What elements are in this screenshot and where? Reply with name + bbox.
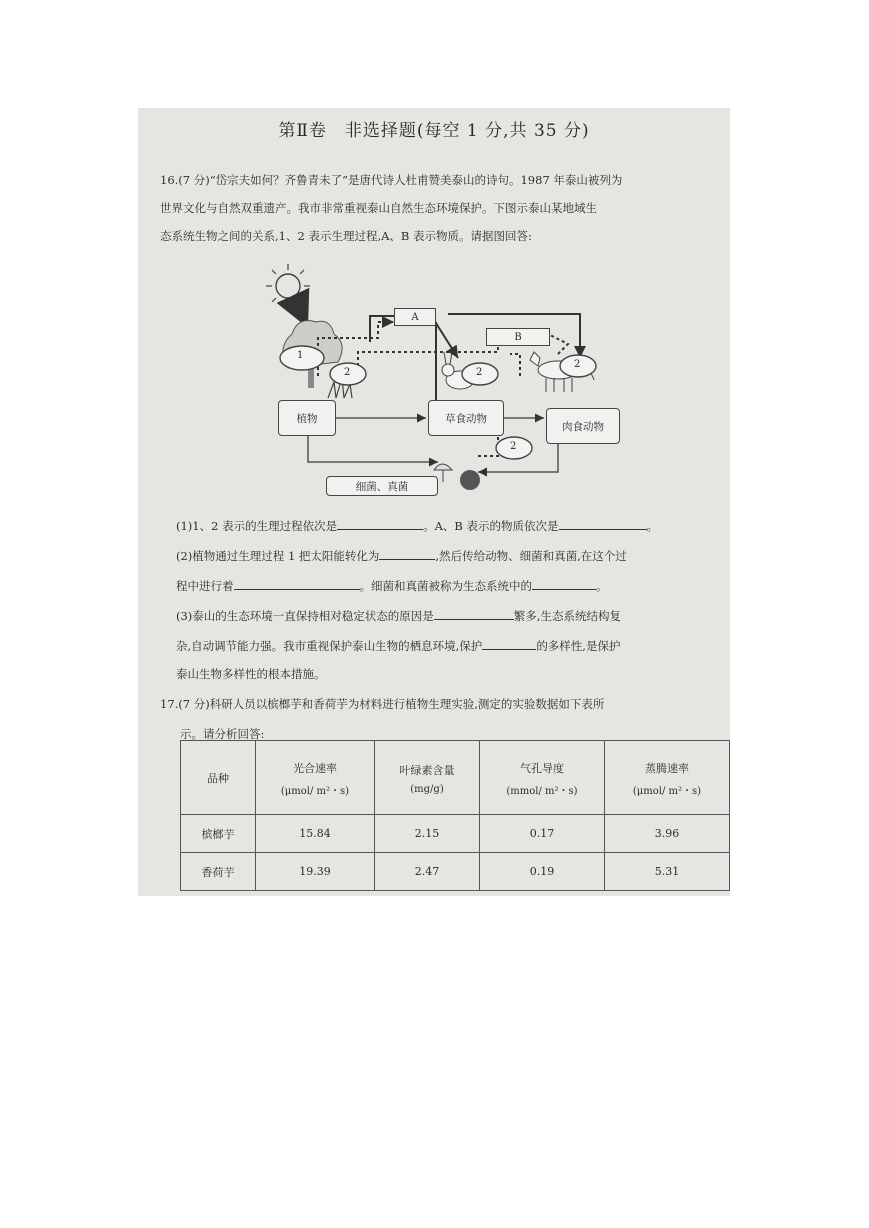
process-2-label-carnivore: 2 (574, 359, 581, 370)
ecosystem-diagram (258, 258, 618, 498)
substance-a-label: A (411, 311, 419, 323)
row-variety: 香荷芋 (181, 853, 256, 891)
q16-sub2-text-e: 。 (596, 579, 608, 593)
answer-blank-4[interactable] (234, 578, 360, 590)
q16-sub1-text-a: (1)1、2 表示的生理过程依次是 (176, 519, 338, 533)
q16-line-1: 16.(7 分)“岱宗夫如何？齐鲁青未了”是唐代诗人杜甫赞美泰山的诗句。1987 年泰山被列为 (160, 173, 623, 187)
substance-a-box (394, 308, 436, 326)
header-stomatal: 气孔导度 (mmol/ m²・s) (480, 741, 605, 815)
process-2-label-herbivore: 2 (476, 367, 483, 378)
experiment-data-table (180, 740, 730, 891)
row-stomatal: 0.17 (480, 815, 605, 853)
q16-sub3-text-a: (3)泰山的生态环境一直保持相对稳定状态的原因是 (176, 609, 434, 623)
substance-b-label: B (514, 331, 522, 343)
table-row (181, 853, 730, 891)
sun-icon (266, 264, 310, 308)
q16-sub2-text-c: 程中进行着 (176, 579, 234, 593)
table-header-row (181, 741, 730, 815)
decomposers-label: 细菌、真菌 (355, 480, 409, 493)
q16-sub2-text-d: 。细菌和真菌被称为生态系统中的 (359, 579, 532, 593)
row-chlorophyll: 2.47 (375, 853, 480, 891)
q16-line-2: 世界文化与自然双重遗产。我市非常重视泰山自然生态环境保护。下图示泰山某地域生 (160, 201, 597, 215)
q16-sub3-line2 (176, 638, 620, 654)
q16-sub3-text-c: 杂,自动调节能力强。我市重视保护泰山生物的栖息环境,保护 (176, 639, 483, 653)
row-chlorophyll: 2.15 (375, 815, 480, 853)
header-chlorophyll: 叶绿素含量 (mg/g) (375, 741, 480, 815)
header-variety: 品种 (181, 741, 256, 815)
section-title: 第Ⅱ卷 非选择题(每空 1 分,共 35 分) (278, 121, 590, 141)
table-row (181, 815, 730, 853)
header-photosynthesis: 光合速率 (μmol/ m²・s) (256, 741, 375, 815)
row-photosynthesis: 15.84 (256, 815, 375, 853)
answer-blank-5[interactable] (532, 578, 596, 590)
q16-sub2-text-a: (2)植物通过生理过程 1 把太阳能转化为 (176, 549, 380, 563)
plants-box (278, 400, 336, 436)
q17-line-1: 17.(7 分)科研人员以槟榔芋和香荷芋为材料进行植物生理实验,测定的实验数据如下表所 (160, 697, 605, 711)
substance-b-box (486, 328, 550, 346)
q16-sub2-line2 (176, 578, 608, 594)
answer-blank-7[interactable] (482, 638, 536, 650)
plants-label: 植物 (296, 412, 318, 425)
carnivores-box (546, 408, 620, 444)
answer-blank-1[interactable] (337, 518, 423, 530)
q16-sub2-text-b: ,然后传给动物、细菌和真菌,在这个过 (435, 549, 627, 563)
row-photosynthesis: 19.39 (256, 853, 375, 891)
q16-sub1-text-c: 。 (646, 519, 658, 533)
row-transpiration: 3.96 (605, 815, 730, 853)
answer-blank-3[interactable] (379, 548, 435, 560)
process-2-label-decomposer: 2 (510, 441, 517, 452)
row-transpiration: 5.31 (605, 853, 730, 891)
row-variety: 槟榔芋 (181, 815, 256, 853)
decomposers-box (326, 476, 438, 496)
mushroom-icon (434, 464, 480, 490)
q16-sub3-text-d: 的多样性,是保护 (536, 639, 621, 653)
exam-page (138, 108, 730, 896)
process-1-label: 1 (297, 350, 304, 361)
herbivores-box (428, 400, 504, 436)
q16-sub3-line3: 泰山生物多样性的根本措施。 (176, 667, 326, 681)
header-transpiration: 蒸腾速率 (μmol/ m²・s) (605, 741, 730, 815)
answer-blank-2[interactable] (559, 518, 647, 530)
q16-line-3: 态系统生物之间的关系,1、2 表示生理过程,A、B 表示物质。请据图回答: (160, 229, 532, 243)
q16-sub1 (176, 518, 658, 534)
answer-blank-6[interactable] (434, 608, 514, 620)
diagram-arrows (258, 258, 618, 498)
q16-sub3-text-b: 繁多,生态系统结构复 (513, 609, 621, 623)
q17-line-2: 示。请分析回答: (180, 727, 265, 741)
q16-sub3-line1 (176, 608, 621, 624)
q16-sub1-text-b: 。A、B 表示的物质依次是 (423, 519, 559, 533)
process-2-label-plant: 2 (344, 367, 351, 378)
herbivores-label: 草食动物 (445, 412, 487, 425)
row-stomatal: 0.19 (480, 853, 605, 891)
q16-sub2-line1 (176, 548, 627, 564)
carnivores-label: 肉食动物 (562, 420, 604, 433)
